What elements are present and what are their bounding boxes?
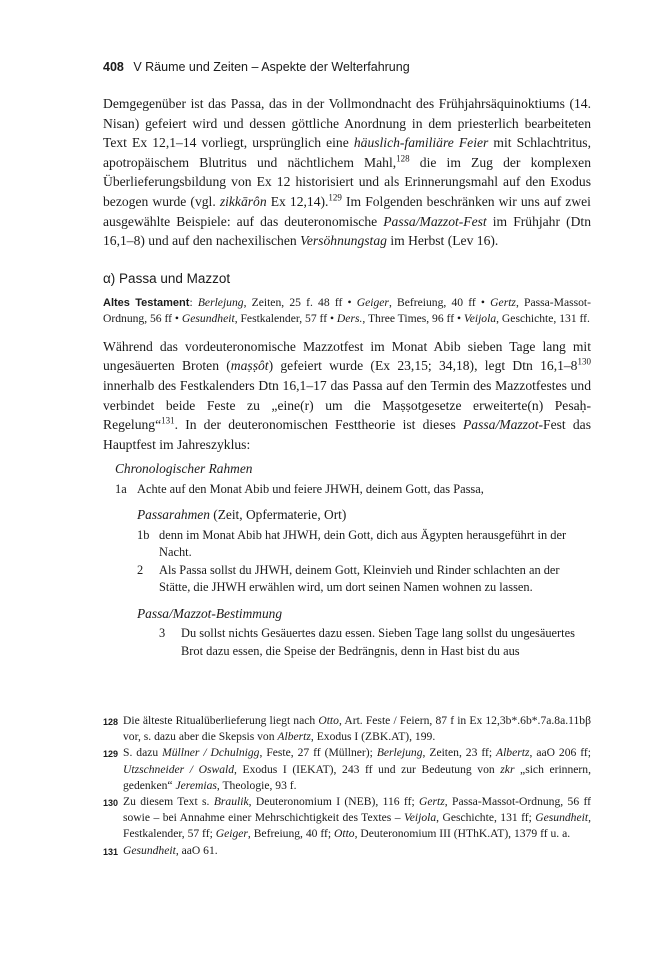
quote-line-2: 2 Als Passa sollst du JHWH, deinem Gott, Kleinvieh und Rinder schlachten an der Stätte, die JHWH erwählen wird, um dort seinen Namen wohnen zu lassen. [137,562,560,595]
quote-heading-chronological: Chronologischer Rahmen [115,461,253,477]
footnote-ref-129[interactable]: 129 [328,192,342,203]
footnote-ref-130[interactable]: 130 [577,356,591,367]
footnote-128: 128 Die älteste Ritualüberlieferung liegt nach Otto, Art. Feste / Feiern, 87 f in Ex 12,3b*.6b*.7a.8a.11bβ vor, s. dazu aber die Skepsis von Albertz, Exodus I (ZBK.AT), 199. [103,714,591,744]
intro-paragraph: Demgegenüber ist das Passa, das in der Vollmondnacht des Frühjahrsäquinoktiums (14. Nisan) gefeiert wird und dessen göttliche Anordnung in dem priesterlich bearbeiteten Text Ex 12,1–14 vorliegt, ursprünglich eine häuslich-familiäre Feier mit Schlachtritus, apotropäischem Blutritus und nächtlichem Mahl,$^{128}$ die im Zug der komplexen Überlieferungsbildung von Ex 12 historisiert und als Erinnerungsmahl auf den Exodus bezogen wurde (vgl. zikkārôn Ex 12,14).$^{129}$ Im Folgenden beschränken wir uns auf zwei ausgewählte Beispiele: auf das deuteronomische Passa/Mazzot-Fest im Frühjahr (Dtn 16,1–8) und auf den nachexilischen Versöhnungstag im Herbst (Lev 16). [103,96,592,249]
quote-line-1a: 1a Achte auf den Monat Abib und feiere JHWH, deinem Gott, das Passa, [115,481,484,496]
footnotes [103,713,591,860]
scripture-quotation [103,460,591,660]
page-number: 408 [103,60,124,74]
running-title: V Räume und Zeiten – Aspekte der Welterfahrung [133,60,410,74]
footnote-131: 131 Gesundheit, aaO 61. [103,843,218,857]
quote-line-1b: 1b denn im Monat Abib hat JHWH, dein Gott, dich aus Ägypten herausgeführt in der Nacht. [137,527,567,560]
page [103,60,591,660]
bibliography-block: Altes Testament: Berlejung, Zeiten, 25 f. 48 ff • Geiger, Befreiung, 40 ff • Gertz, Passa-Massot-Ordnung, 56 ff • Gesundheit, Festkalender, 57 ff • Ders., Three Times, 96 ff • Veijola, Geschichte, 131 ff. [103,295,591,326]
section-heading: α) Passa und Mazzot [103,270,231,286]
footnote-130: 130 Zu diesem Text s. Braulik, Deuteronomium I (NEB), 116 ff; Gertz, Passa-Massot-Ordnung, 56 ff sowie – bei Annahme einer Mehrschichtigkeit des Textes – Veijola, Geschichte, 131 ff; Gesundheit, Festkalender, 57 ff; Geiger, Befreiung, 40 ff; Otto, Deuteronomium III (HThK.AT), 1379 ff u. a. [103,795,591,841]
main-paragraph: Während das vordeuteronomische Mazzotfest im Monat Abib sieben Tage lang mit ungesäuerten Broten (maṣṣôt) gefeiert wurde (Ex 23,15; 34,18), legt Dtn $16,1-8^{130}$ innerhalb des Festkalenders Dtn 16,1–17 das Passa auf den Termin des Mazzotfestes und verbindet beide Feste zu „eine(r) um die Maṣṣotgesetze erweiterte(n) Pesaḥ-Regelung“$^{131}$. In der deuteronomischen Festtheorie ist dieses Passa/Mazzot-Fest das Hauptfest im Jahreszyklus: [103,338,591,452]
quote-heading-bestimmung: Passa/Mazzot-Bestimmung [137,605,283,621]
footnote-ref-131[interactable]: 131 [161,415,175,426]
quote-heading-passarahmen: Passarahmen (Zeit, Opfermaterie, Ort) [137,507,347,523]
running-header [103,60,591,80]
footnote-ref-128[interactable]: 128 [396,153,410,164]
footnote-129: 129 S. dazu Müllner / Dchulnigg, Feste, 27 ff (Müllner); Berlejung, Zeiten, 23 ff; Albertz, aaO 206 ff; Utzschneider / Oswald, Exodus I (IEKAT), 243 ff und zur Bedeutung von zkr „sich erinnern, gedenken“ Jeremias, Theologie, 93 f. [103,746,591,792]
quote-line-3: 3 Du sollst nichts Gesäuertes dazu essen. Sieben Tage lang sollst du ungesäuertes Brot dazu essen, die Speise der Bedrängnis, denn in Hast bist du aus [159,626,575,658]
